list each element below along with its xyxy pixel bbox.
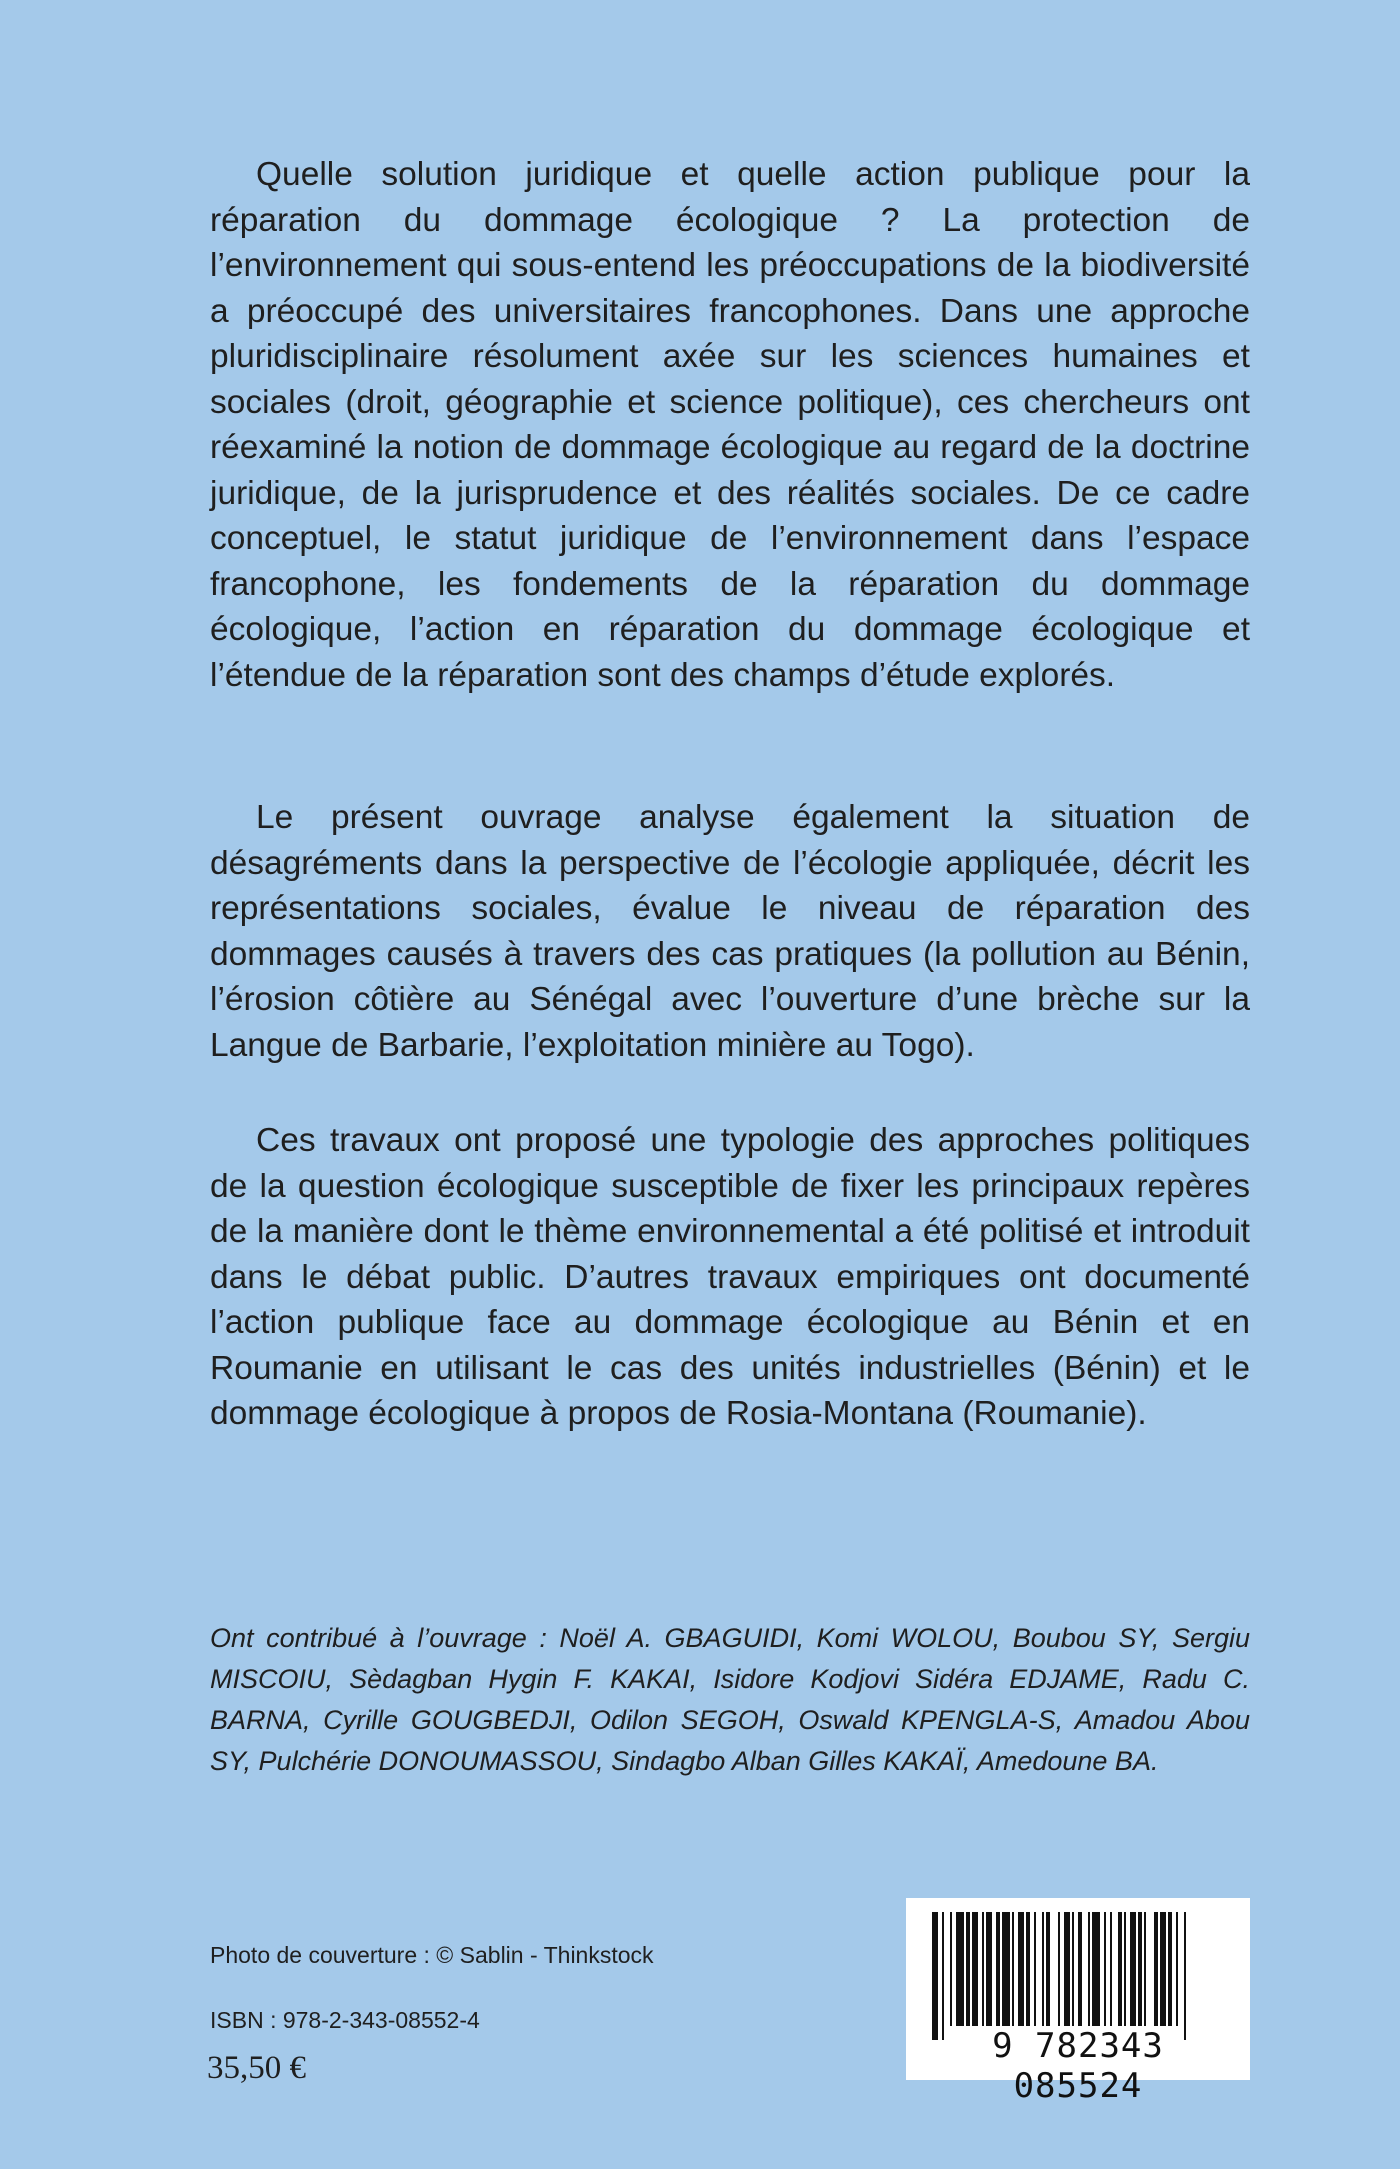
barcode-digits: 9 782343 085524 [992,2026,1164,2106]
summary-paragraph-3: Ces travaux ont proposé une typologie des approches politiques de la question écologique susceptible de fixer les principaux repères de la manière dont le thème environnemental a été politisé et introduit dans le débat public. D’autres travaux empiriques ont documenté l’action publique face au dommage écologique au Bénin et en Roumanie en utilisant le cas des unités industrielles (Bénin) et le dommage écologique à propos de Rosia-Montana (Roumanie). [210,1122,1250,1432]
barcode-bar [950,1912,952,2026]
contributors-list: Ont contribué à l’ouvrage : Noël A. GBAGUIDI, Komi WOLOU, Boubou SY, Sergiu MISCOIU, Sèdagban Hygin F. KAKAI, Isidore Kodjovi Sidéra EDJAME, Radu C. BARNA, Cyrille GOUGBEDJI, Odilon SEGOH, Oswald KPENGLA-S, Amadou Abou SY, Pulchérie DONOUMASSOU, Sindagbo Alban Gilles KAKAÏ, Amedoune BA. [210,1623,1250,1776]
barcode-bar [1176,1912,1178,2026]
barcode-bar [966,1912,970,2026]
photo-credit: Photo de couverture : © Sablin - Thinkstock [210,1942,654,1968]
barcode-bar [1046,1912,1050,2026]
barcode-bar [1184,1912,1186,2040]
summary-paragraph-1: Quelle solution juridique et quelle action publique pour la réparation du dommage écologique ? La protection de l’environnement qui sous-entend les préoccupations de la biodiversité a préoccupé des universitaires francophones. Dans une approche pluridisciplinaire résolument axée sur les sciences humaines et sociales (droit, géographie et science politique), ces chercheurs ont réexaminé la notion de dommage écologique au regard de la doctrine juridique, de la jurisprudence et des réalités sociales. De ce cadre conceptuel, le statut juridique de l’environnement dans l’espace francophone, les fondements de la réparation du dommage écologique, l’action en réparation du dommage écologique et l’étendue de la réparation sont des champs d’étude explorés. [210,156,1250,694]
barcode-bar [1092,1912,1100,2026]
barcode-bar [1078,1912,1082,2026]
barcode-bar [1042,1912,1044,2026]
barcode-bar [1012,1912,1014,2026]
barcode-bar [1144,1912,1146,2026]
barcode-bar [932,1912,938,2040]
barcode-bar [1110,1912,1112,2026]
barcode-bar [1104,1912,1106,2026]
barcode-bar [996,1912,1000,2026]
barcode-bar [956,1912,964,2026]
barcode-bar [1088,1912,1090,2026]
barcode-bar [986,1912,992,2026]
barcode-bar [1018,1912,1024,2026]
barcode [906,1898,1250,2106]
price: 35,50 € [207,2050,306,2086]
isbn: ISBN : 978-2-343-08552-4 [210,2007,480,2033]
barcode-bar [1124,1912,1126,2026]
barcode-bar [1130,1912,1136,2026]
barcode-bar [1072,1912,1074,2026]
barcode-bar [1002,1912,1010,2026]
barcode-bar [1118,1912,1122,2026]
barcode-bar [1154,1912,1158,2026]
barcode-bar [1138,1912,1142,2026]
barcode-bar [1026,1912,1030,2026]
barcode-bar [972,1912,978,2026]
summary-paragraph-2: Le présent ouvrage analyse également la situation de désagréments dans la perspective de l’écologie appliquée, décrit les représentations sociales, évalue le niveau de réparation des dommages causés à travers des cas pratiques (la pollution au Bénin, l’érosion côtière au Sénégal avec l’ouverture d’une brèche sur la Langue de Barbarie, l’exploitation minière au Togo). [210,799,1250,1064]
barcode-bar [1034,1912,1036,2026]
barcode-bar [982,1912,984,2026]
barcode-bar [1064,1912,1070,2026]
barcode-bar [1168,1912,1172,2026]
barcode-bar [1160,1912,1166,2026]
barcode-bar [1058,1912,1060,2026]
barcode-bar [942,1912,944,2040]
